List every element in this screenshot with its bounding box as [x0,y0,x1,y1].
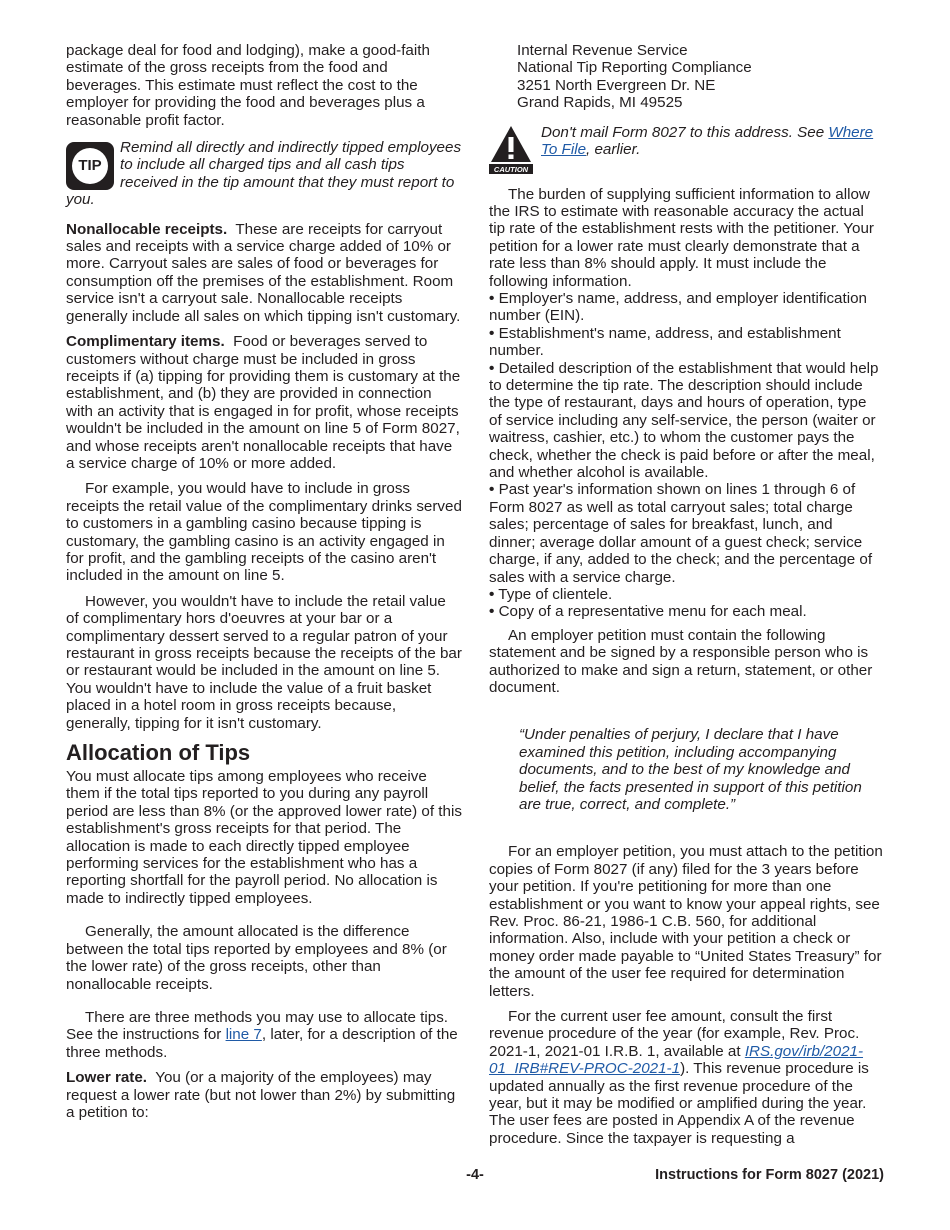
lower-rate-heading: Lower rate. [66,1069,148,1087]
bullet-text: Establishment's name, address, and establishment number. [489,324,841,360]
paragraph-methods [66,1009,462,1061]
left-column [66,42,462,1129]
bullet-text: Copy of a representative menu for each meal. [498,603,807,621]
bullet-text: Employer's name, address, and employer identification number (EIN). [489,290,867,325]
paragraph-attach: For an employer petition, you must attach to the petition copies of Form 8027 (if any) filed for the 3 years before your petition. If you're petitioning for more than one establishment or you want to know your appeal rights, see Rev. Proc. 86-21, 1986-1 C.B. 560, for additional information. Also, include with your petition a check or money order made payable to “United States Treasury” for the amount of the user fee required for determination letters. [489,843,883,1000]
lower-rate-text: You (or a majority of the employees) may request a lower rate (but not lower than 2%) by submitting a petition to: [66,1069,456,1121]
nonallocable-heading: Nonallocable receipts. [66,220,228,238]
paragraph-generally: Generally, the amount allocated is the difference between the total tips reported by employees and 8% (or the lower rate) of the gross receipts, other than nonallocable receipts. [66,923,447,993]
bullet-text: Detailed description of the establishment that would help to determine the tip rate. The description should include the type of restaurant, days and hours of operation, type of service including any self-service, the person (waiter or waitress, cashier, etc.) to whom the customer pays the check, whether the check is paid before or after the meal, and whether alcohol is available. [489,359,879,482]
caution-text-before: Don't mail Form 8027 to this address. See [541,123,829,141]
bullet-text: Past year's information shown on lines 1 through 6 of Form 8027 as well as total carryout sales; total charge sales; percentage of sales for breakfast, lunch, and dinner; average dollar amount of a guest check; service charge, if any, added to the check; and the percentage of sales with a service charge. [489,481,873,586]
list-item: • Detailed description of the establishment that would help to determine the tip rate. The description should include the type of restaurant, days and hours of operation, type of service including any self-service, the person (waiter or waitress, cashier, etc.) to whom the customer pays the check, whether the check is paid before or after the meal, and whether alcohol is available. [489,359,879,482]
address-line: 3251 North Evergreen Dr. NE [517,76,716,94]
tip-callout [66,139,462,209]
page-number: -4- [466,1167,484,1183]
footer-title: Instructions for Form 8027 (2021) [655,1167,884,1183]
paragraph-food-lodging: package deal for food and lodging), make a good-faith estimate of the gross receipts from the food and beverages. This estimate must reflect the cost to the employer for providing the food and beverages plus a reasonable profit factor. [66,42,430,129]
caution-text-after: , earlier. [586,140,641,158]
right-column [489,42,883,1155]
section-heading-allocation: Allocation of Tips [66,740,251,766]
paragraph-user-fee [489,1008,883,1147]
list-item: • Establishment's name, address, and establishment number. [489,324,841,360]
irs-irb-link[interactable]: IRS.gov/irb/2021-01_IRB#REV-PROC-2021-1 [489,1042,864,1078]
list-item: • Employer's name, address, and employer identification number (EIN). [489,290,867,325]
list-item: • Type of clientele. [489,585,613,603]
list-item: • Past year's information shown on lines 1 through 6 of Form 8027 as well as total carryout sales; total charge sales; percentage of sales for breakfast, lunch, and dinner; average dollar amount of a guest check; service charge, if any, added to the check; and the percentage of sales with a service charge. [489,481,873,586]
tip-icon-label: TIP [72,148,108,184]
tip-text: Remind all directly and indirectly tipped employees to include all charged tips and all cash tips received in the tip amount that they must report to you. [66,139,462,209]
caution-icon [489,124,533,174]
paragraph-example: For example, you would have to include in gross receipts the retail value of the complimentary drinks served to customers in a gambling casino because tipping is customary, the gambling casino is an activity engaged in for profit, and the gambling receipts of the casino aren't included in the amount on line 5. [66,480,462,585]
address-line: Internal Revenue Service [517,42,688,59]
caution-callout [489,124,883,174]
complimentary-text: Food or beverages served to customers without charge must be included in gross receipts if (a) tipping for providing them is customary at the establishment, and (b) they are provided in connection with an activity that is engaged in for profit, whose receipts wouldn't be included in the amount on line 5 of Form 8027, and whose receipts aren't nonallocable receipts that have a service charge of 10% or more added. [66,333,461,472]
paragraph-burden: The burden of supplying sufficient information to allow the IRS to estimate with reasonable accuracy the actual tip rate of the establishment rests with the petitioner. Your petition for a lower rate must clearly demonstrate that a rate less than 8% should apply. It must include the following information. [489,185,874,290]
paragraph-nonallocable [66,221,462,325]
bullet-text: Type of clientele. [498,585,613,603]
fee-text-before: For the current user fee amount, consult the first revenue procedure of the year (for example, Rev. Proc. 2021-1, 2021-01 I.R.B. 1, available at [489,1008,860,1060]
line-7-link[interactable]: line 7 [225,1026,262,1044]
paragraph-allocation: You must allocate tips among employees who receive them if the total tips reported to you during any payroll period are less than 8% (or the approved lower rate) of this establishment's gross receipts for that period. The allocation is made to each directly tipped employee performing services for the establishment who has a reporting shortfall for the payroll period. No allocation is made to indirectly tipped employees. [66,768,462,907]
caution-label: CAUTION [493,164,529,174]
fee-text-after: ). This revenue procedure is updated annually as the first revenue procedure of the year, but it may be modified or amplified during the year. The user fees are posted in Appendix A of the revenue procedure. Since the taxpayer is requesting a [489,1060,869,1147]
paragraph-however: However, you wouldn't have to include the retail value of complimentary hors d'oeuvres at your bar or a complimentary dessert served to a regular patron of your restaurant in gross receipts because the receipts of the bar or restaurant would be included in the amount on line 5. You wouldn't have to include the value of a fruit basket placed in a hotel room in gross receipts because, generally, tipping for it isn't customary. [66,592,462,732]
perjury-statement: “Under penalties of perjury, I declare that I have examined this petition, including accompanying documents, and to the best of my knowledge and belief, the facts presented in support of this petition are true, correct, and complete.” [519,726,862,813]
complimentary-heading: Complimentary items. [66,333,225,351]
address-line: Grand Rapids, MI 49525 [517,94,683,112]
methods-text-after: , later, for a description of the three methods. [66,1026,458,1061]
nonallocable-text: These are receipts for carryout sales and receipts with a service charge added of 10% or more. Carryout sales are sales of food or beverages for consumption off the premises of the establishment. Room service isn't a carryout sale. Nonallocable receipts generally include all sales on which tipping isn't customary. [66,220,461,325]
irs-address [489,42,883,112]
methods-text-before: There are three methods you may use to allocate tips. See the instructions for [66,1008,449,1044]
paragraph-petition: An employer petition must contain the following statement and be signed by a responsible person who is authorized to make and sign a return, statement, or other document. [489,626,873,696]
list-item: • Copy of a representative menu for each meal. [489,603,807,621]
paragraph-lower-rate [66,1069,462,1121]
where-to-file-link[interactable]: Where To File [541,123,874,158]
address-line: National Tip Reporting Compliance [517,59,752,77]
paragraph-complimentary [66,333,462,472]
tip-icon [66,142,114,190]
